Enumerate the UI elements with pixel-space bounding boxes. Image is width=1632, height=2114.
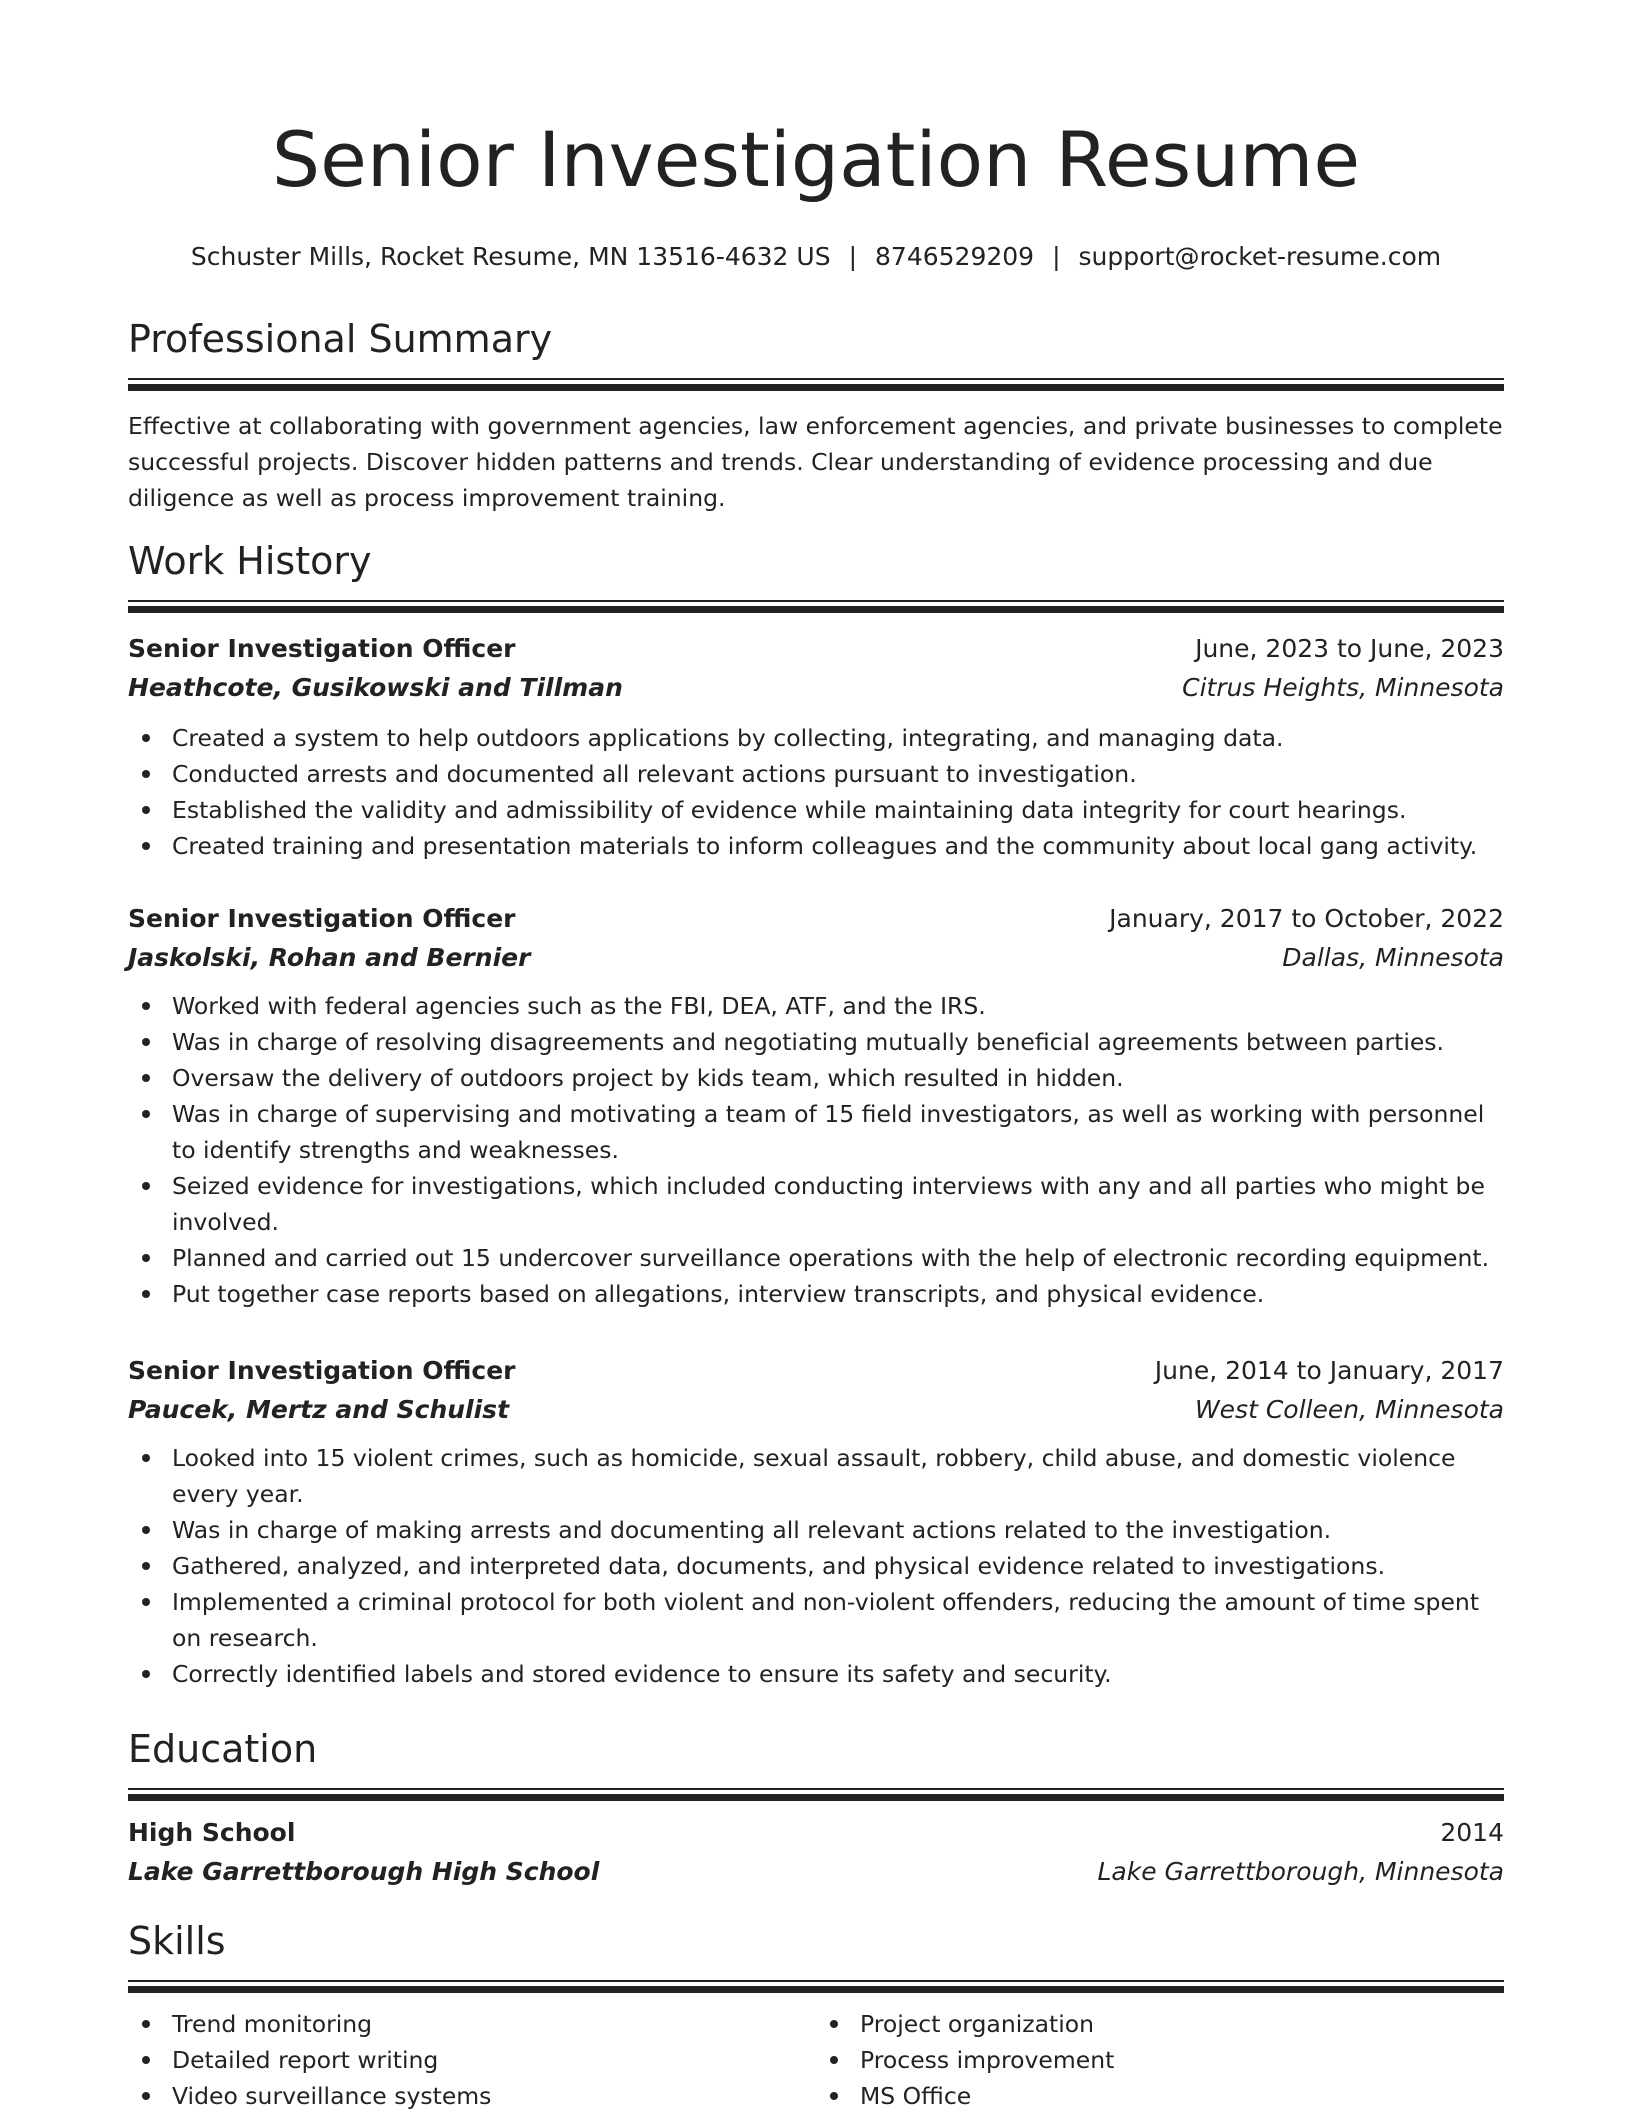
job-bullets bbox=[128, 1440, 1504, 1692]
education-section bbox=[128, 1726, 1504, 1892]
section-divider bbox=[128, 600, 1504, 614]
skill-item: Detailed report writing bbox=[172, 2042, 816, 2078]
section-divider bbox=[128, 378, 1504, 392]
summary-heading: Professional Summary bbox=[128, 317, 553, 361]
list-item: Conducted arrests and documented all relevant actions pursuant to investigation. bbox=[172, 756, 1504, 792]
job-dates: June, 2023 to June, 2023 bbox=[1195, 634, 1504, 663]
job-title: Senior Investigation Officer bbox=[128, 1356, 516, 1385]
job-entry-1 bbox=[128, 630, 1504, 864]
skill-item: Process improvement bbox=[860, 2042, 1504, 2078]
contact-separator: | bbox=[1052, 242, 1061, 271]
school-location: Lake Garrettborough, Minnesota bbox=[1097, 1857, 1504, 1886]
list-item: Put together case reports based on allegations, interview transcripts, and physical evidence. bbox=[172, 1276, 1504, 1312]
job-location: Citrus Heights, Minnesota bbox=[1182, 673, 1504, 702]
job-location: Dallas, Minnesota bbox=[1282, 943, 1504, 972]
section-divider bbox=[128, 1980, 1504, 1994]
list-item: Looked into 15 violent crimes, such as homicide, sexual assault, robbery, child abuse, and domestic violence every year. bbox=[172, 1440, 1504, 1512]
company-name: Paucek, Mertz and Schulist bbox=[128, 1395, 510, 1424]
resume-title: Senior Investigation Resume bbox=[271, 115, 1361, 204]
skills-list-right bbox=[816, 2006, 1504, 2114]
job-location: West Colleen, Minnesota bbox=[1194, 1395, 1504, 1424]
work-history-section bbox=[128, 538, 1504, 614]
job-dates: January, 2017 to October, 2022 bbox=[1109, 904, 1504, 933]
list-item: Created a system to help outdoors applications by collecting, integrating, and managing data. bbox=[172, 720, 1504, 756]
education-heading: Education bbox=[128, 1727, 318, 1771]
list-item: Oversaw the delivery of outdoors project by kids team, which resulted in hidden. bbox=[172, 1060, 1504, 1096]
skills-list-left bbox=[128, 2006, 816, 2114]
company-name: Jaskolski, Rohan and Bernier bbox=[128, 943, 531, 972]
contact-separator: | bbox=[848, 242, 858, 271]
summary-section bbox=[128, 316, 1504, 516]
contact-email: support@rocket-resume.com bbox=[1078, 242, 1442, 271]
job-title: Senior Investigation Officer bbox=[128, 904, 516, 933]
list-item: Implemented a criminal protocol for both violent and non-violent offenders, reducing the amount of time spent on research. bbox=[172, 1584, 1504, 1656]
list-item: Seized evidence for investigations, which included conducting interviews with any and all parties who might be involved. bbox=[172, 1168, 1504, 1240]
job-dates: June, 2014 to January, 2017 bbox=[1154, 1356, 1504, 1385]
list-item: Created training and presentation materials to inform colleagues and the community about local gang activity. bbox=[172, 828, 1504, 864]
skills-grid bbox=[128, 2006, 1504, 2114]
company-name: Heathcote, Gusikowski and Tillman bbox=[128, 673, 623, 702]
skills-heading: Skills bbox=[128, 1919, 226, 1963]
job-bullets bbox=[128, 720, 1504, 864]
graduation-year: 2014 bbox=[1440, 1818, 1504, 1847]
degree: High School bbox=[128, 1818, 296, 1847]
section-divider bbox=[128, 1788, 1504, 1802]
list-item: Was in charge of supervising and motivating a team of 15 field investigators, as well as working with personnel to identify strengths and weaknesses. bbox=[172, 1096, 1504, 1168]
skills-section bbox=[128, 1918, 1504, 2114]
skill-item: Project organization bbox=[860, 2006, 1504, 2042]
job-title: Senior Investigation Officer bbox=[128, 634, 516, 663]
list-item: Established the validity and admissibility of evidence while maintaining data integrity for court hearings. bbox=[172, 792, 1504, 828]
summary-text: Effective at collaborating with government agencies, law enforcement agencies, and private businesses to complete successful projects. Discover hidden patterns and trends. Clear understanding of evidence processing and due diligence as well as process improvement training. bbox=[128, 412, 1503, 512]
list-item: Gathered, analyzed, and interpreted data, documents, and physical evidence related to investigations. bbox=[172, 1548, 1504, 1584]
list-item: Was in charge of resolving disagreements and negotiating mutually beneficial agreements between parties. bbox=[172, 1024, 1504, 1060]
skill-item: Trend monitoring bbox=[172, 2006, 816, 2042]
contact-line bbox=[128, 240, 1504, 274]
contact-address: Schuster Mills, Rocket Resume, MN 13516-4632 US bbox=[190, 242, 831, 271]
list-item: Was in charge of making arrests and documenting all relevant actions related to the investigation. bbox=[172, 1512, 1504, 1548]
list-item: Correctly identified labels and stored evidence to ensure its safety and security. bbox=[172, 1656, 1504, 1692]
list-item: Planned and carried out 15 undercover surveillance operations with the help of electronic recording equipment. bbox=[172, 1240, 1504, 1276]
work-history-heading: Work History bbox=[128, 539, 372, 583]
skill-item: MS Office bbox=[860, 2078, 1504, 2114]
job-bullets bbox=[128, 988, 1504, 1312]
job-entry-3 bbox=[128, 1352, 1504, 1692]
list-item: Worked with federal agencies such as the FBI, DEA, ATF, and the IRS. bbox=[172, 988, 1504, 1024]
job-entry-2 bbox=[128, 900, 1504, 1312]
contact-phone: 8746529209 bbox=[875, 242, 1035, 271]
skill-item: Video surveillance systems bbox=[172, 2078, 816, 2114]
school-name: Lake Garrettborough High School bbox=[128, 1857, 600, 1886]
